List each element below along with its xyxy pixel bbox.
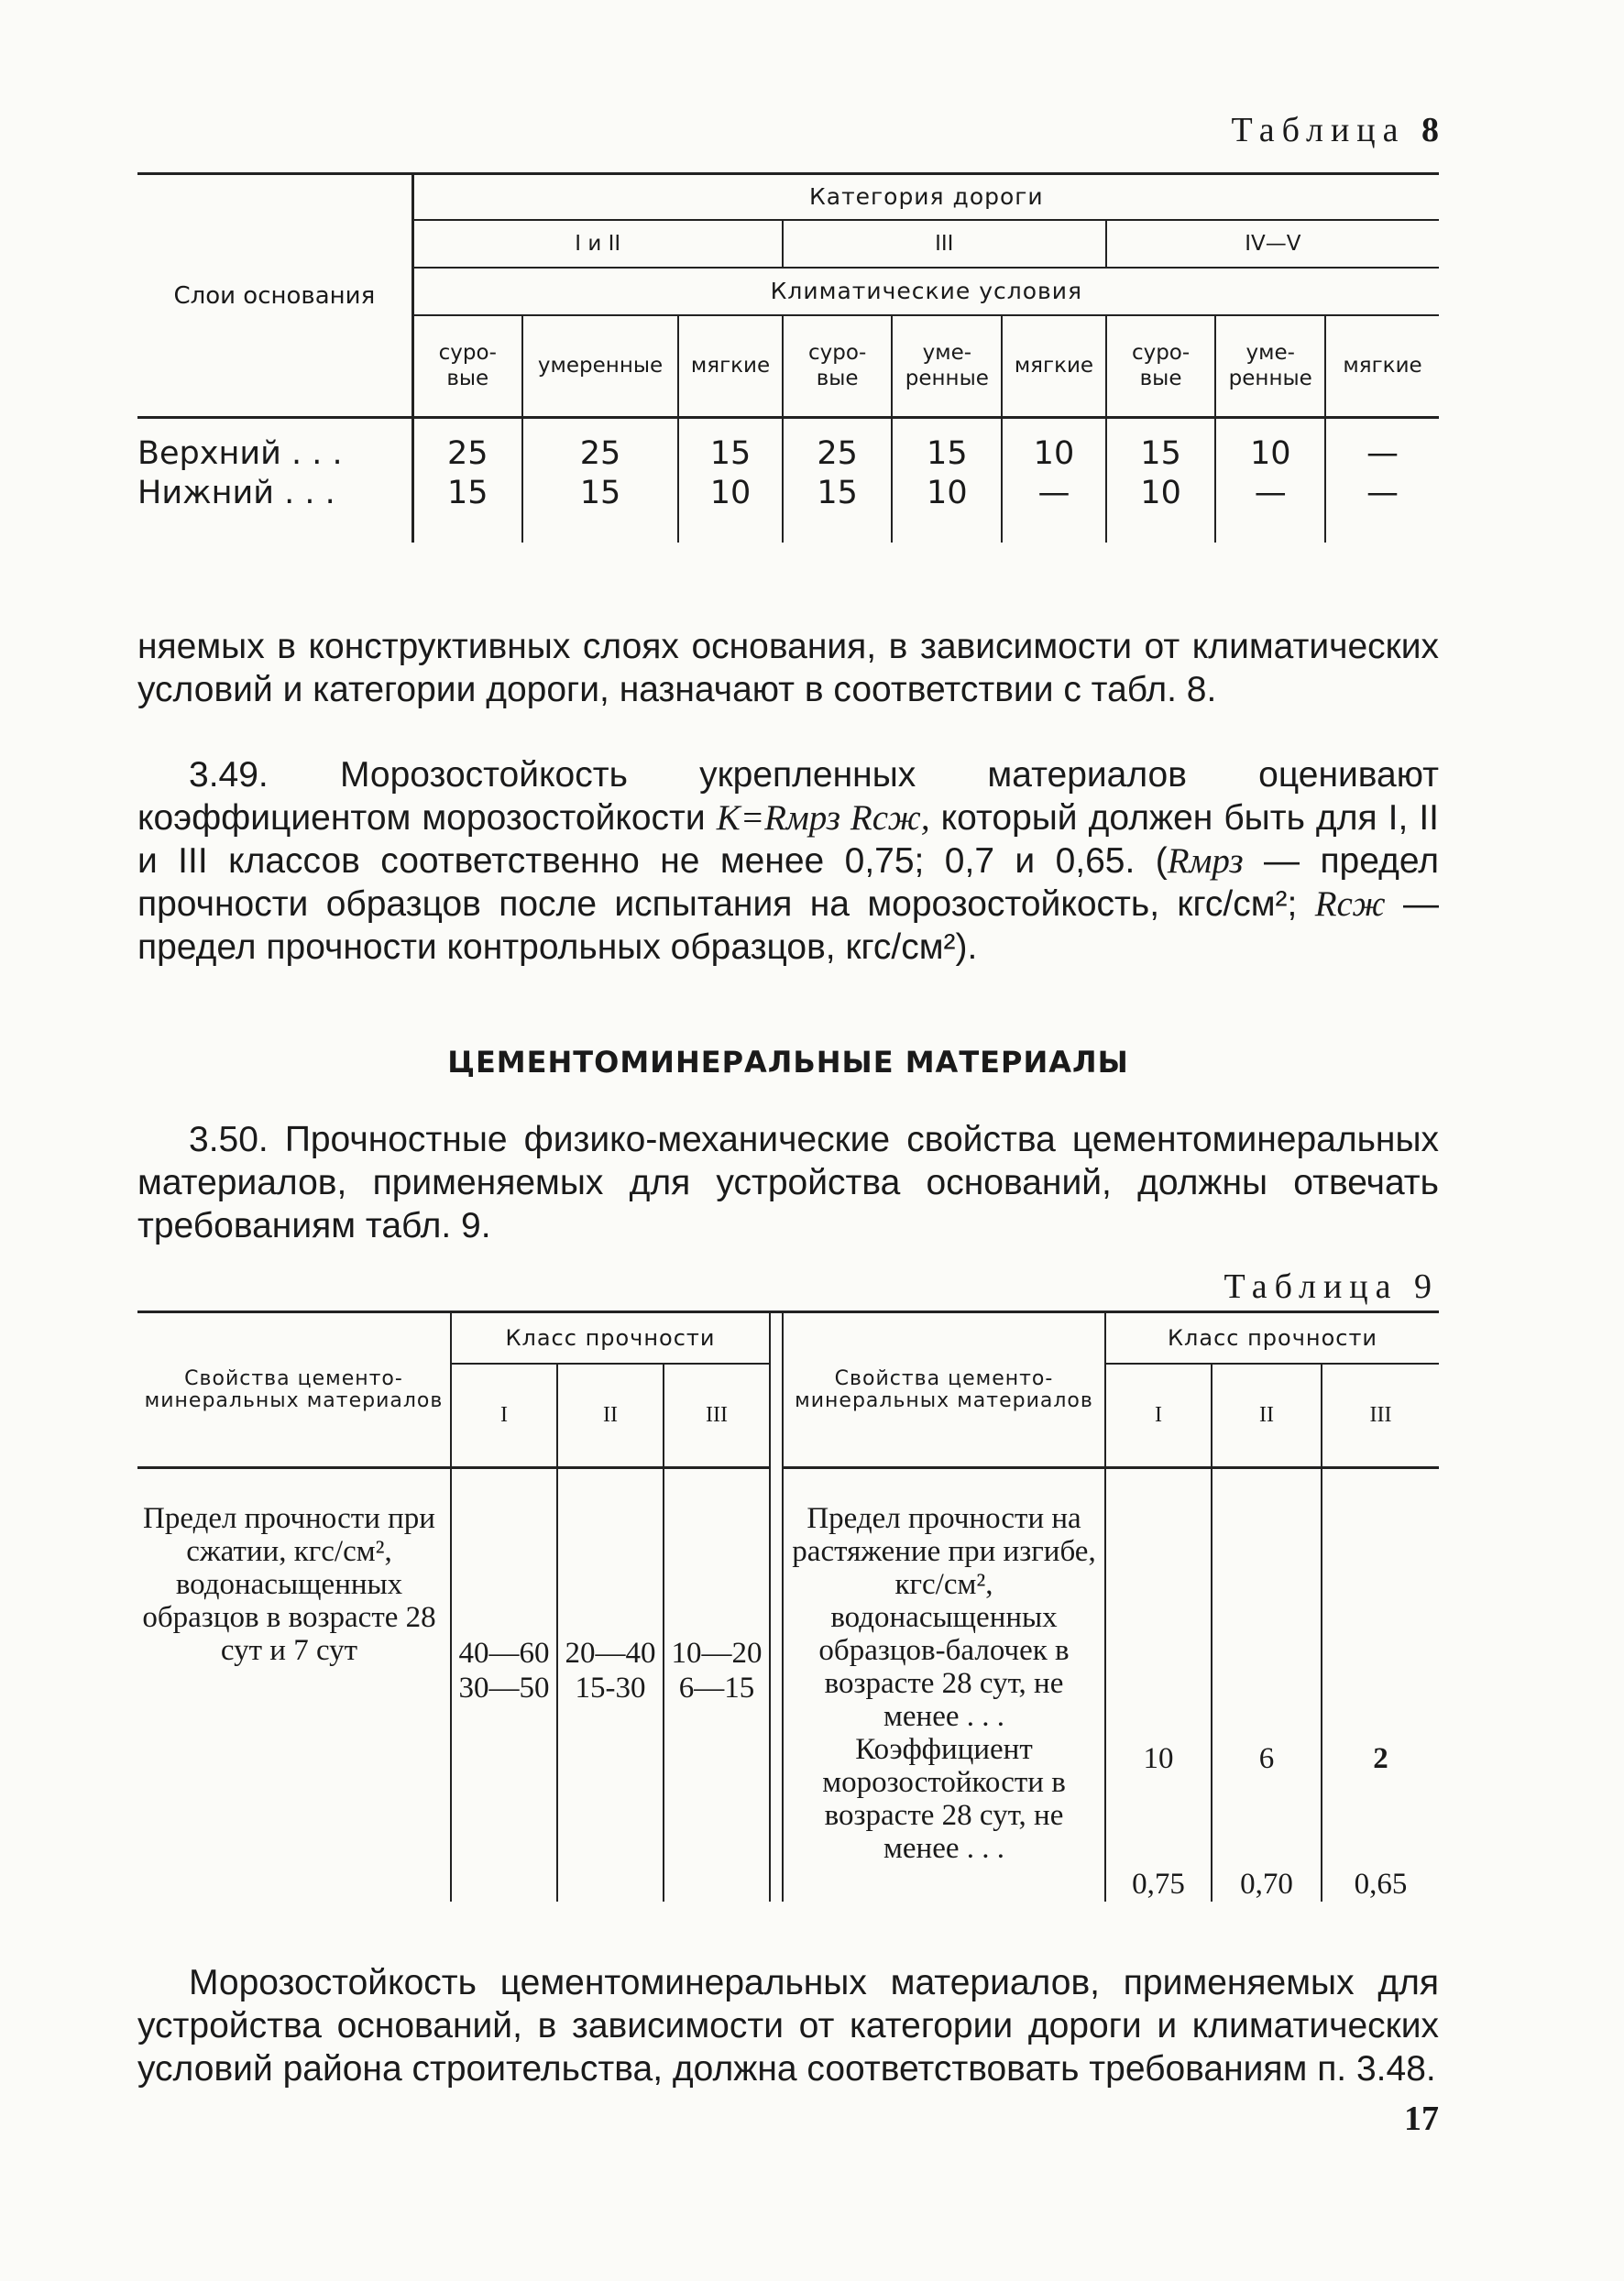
table9-left-class-iii: 10—20 6—15 [671,1637,763,1705]
paragraph-continuation: няемых в конструктивных слоях основания, в зависимости от климатических условий и категории дороги, назначают в соответствии с табл. 8. [137,627,1439,709]
table8-cat-1-2: I и II [412,220,783,268]
table8-sub-severe: суро- вые [1106,315,1216,418]
table8-layers-header: Слои основания [137,174,412,418]
table8-caption-number: 8 [1421,111,1439,149]
table8-sub-severe: суро- вые [412,315,522,418]
table8-sub-moderate: уме- ренные [1215,315,1325,418]
formula-k: K=Rмрз Rсж, [716,798,930,838]
r-mrz: Rмрз [1167,841,1244,881]
table8-cell: — [1366,435,1399,473]
table9-left-class-i: 40—60 30—50 [451,1468,557,1903]
table9-value: 6 [1258,1742,1275,1775]
table8-sub-severe: суро- вые [783,315,893,418]
table8-road-category-header: Категория дороги [412,174,1439,220]
table8-sub-moderate: умеренные [522,315,678,418]
table8-cell: 25 [783,418,893,475]
table8-cell: — [1002,475,1106,543]
table8 [137,172,1439,543]
table9-class-ii: II [1212,1364,1322,1468]
table8-caption-word: Таблица [1231,111,1406,149]
table9-class-iii: III [664,1364,770,1468]
table8-cell: 15 [783,475,893,543]
table9-class-header-right: Класс прочности [1105,1312,1439,1364]
table8-cell: 15 [522,475,678,543]
table8-cat-4-5: IV—V [1106,220,1439,268]
table8-cell: 10 [678,475,783,543]
table9-left-class-ii: 20—40 15-30 [557,1468,664,1903]
table8-cell: 15 [1106,418,1216,475]
table9-class-i: I [1105,1364,1212,1468]
table8-row [137,418,1439,475]
table8-cat-3: III [783,220,1106,268]
table9-prop-header-right: Свойства цементо-минеральных материалов [783,1312,1105,1468]
page-number: 17 [1404,2100,1439,2138]
paragraph-frost-resistance: Морозостойкость цементоминеральных материалов, применяемых для устройства оснований, в зависимости от категории дороги и климатических условий района строительства, должна соответствовать требованиям п. 3.48. [137,1963,1439,2089]
table8-cell: 15 [892,418,1002,475]
section-heading: ЦЕМЕНТОМИНЕРАЛЬНЫЕ МАТЕРИАЛЫ [447,1045,1129,1080]
table8-cell: 15 [412,475,522,543]
table9-right-class-iii [1322,1468,1439,1903]
table9-value: 10 [1143,1742,1174,1775]
table8-cell: 10 [892,475,1002,543]
table8-cell: — [1215,475,1325,543]
table8-sub-mild: мягкие [1002,315,1106,418]
paragraph-3-49: 3.49. Морозостойкость укрепленных материалов оценивают коэффициентом морозостойкости K=Rмрз Rсж, который должен быть для I, II и III классов соответственно не менее 0,75; 0,7 и 0,65. (Rмрз — предел прочности образцов после испытания на морозостойкость, кгс/см²; Rсж — предел прочности контрольных образцов, кгс/см²). [137,755,1439,967]
table8-cell: — [1366,474,1399,511]
table9-prop-header-left: Свойства цементо-минеральных материалов [137,1312,451,1468]
table9-value: 2 [1373,1742,1388,1775]
table8-cell: 10 [1215,418,1325,475]
table9-class-iii: III [1322,1364,1439,1468]
table8-cell: 10 [1002,418,1106,475]
table9-caption [889,1267,1439,1307]
table9-value: 0,65 [1354,1868,1408,1901]
r-szh: Rсж [1314,884,1386,924]
table9-value: 0,70 [1240,1868,1293,1901]
table9-double-divider [770,1312,783,1903]
table9-caption-number: 9 [1414,1267,1439,1306]
table9-right-property [783,1468,1105,1903]
table9-class-ii: II [557,1364,664,1468]
table9-body-row [137,1468,1439,1903]
table8-cell: 10 [1106,475,1216,543]
table8-row-label: Верхний . . . [137,418,412,475]
paragraph-3-50: 3.50. Прочностные физико-механические свойства цементоминеральных материалов, применяемых для устройства оснований, должны отвечать требованиям табл. 9. [137,1120,1439,1245]
table9-right-class-i [1105,1468,1212,1903]
table8-sub-mild: мягкие [678,315,783,418]
table8-caption [889,110,1439,150]
table8-climate-header: Климатические условия [412,268,1439,315]
table9-right-property-1: Предел прочности на растяжение при изгибе, кгс/см², водонасыщенных образцов-балочек в возрасте 28 сут, не менее . . . [792,1502,1096,1733]
table9-class-i: I [451,1364,557,1468]
table9-right-property-2: Коэффициент морозостойкости в возрасте 28 сут, не менее . . . [822,1733,1066,1865]
table8-row-label: Нижний . . . [137,475,412,543]
table8-sub-mild: мягкие [1325,315,1439,418]
table8-cell: 25 [522,418,678,475]
table8-sub-moderate: уме- ренные [892,315,1002,418]
table9-value: 0,75 [1132,1868,1185,1901]
table8-cell: 15 [678,418,783,475]
table9-caption-word: Таблица [1223,1267,1399,1306]
table8-cell: 25 [412,418,522,475]
table9-right-class-ii [1212,1468,1322,1903]
table9-left-property: Предел прочности при сжатии, кгс/см², водонасыщенных образцов в возрасте 28 сут и 7 сут [137,1468,451,1903]
table8-row [137,475,1439,543]
table9-class-header-left: Класс прочности [451,1312,770,1364]
table9 [137,1310,1439,1902]
